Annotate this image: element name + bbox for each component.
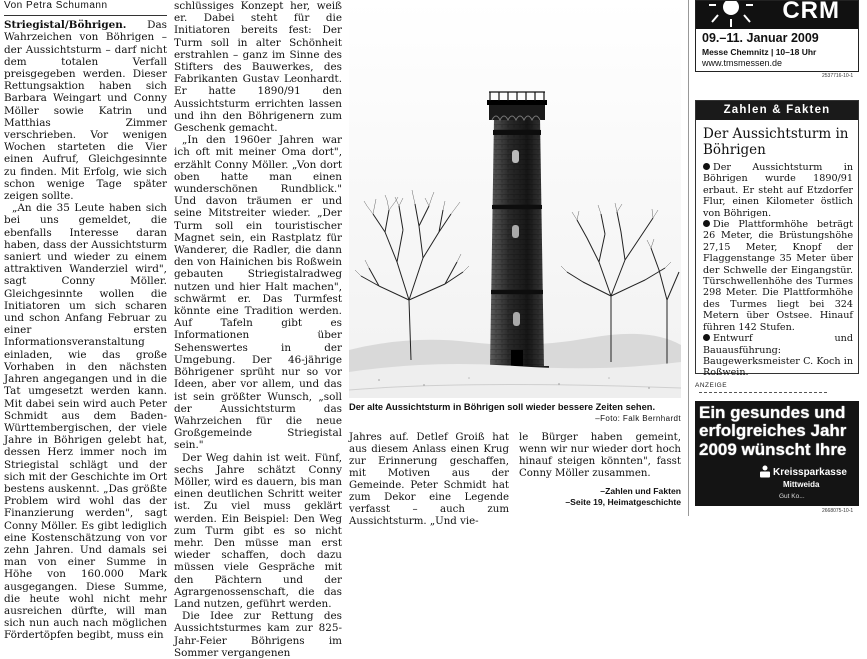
ad-line-2: erfolgreiches Jahr (699, 421, 847, 440)
article-column-1 (4, 0, 167, 642)
article-paragraph: Jahres auf. Detlef Groiß hat aus diesem Anlass einen Krug zur Erinnerung geschaffen, mit Motiven aus der Gemeinde. Peter Schmidt hat zum Dekor eine Legende verfasst – auch zum Aussichtsturm. „Und vie- (349, 432, 509, 527)
ad-dates: 09.–11. Januar 2009 (702, 31, 819, 45)
fact-text: Die Plattformhöhe beträgt 26 Meter, die Brüstungshöhe 27,15 Meter, Knopf der Flaggenstange 35 Meter über der Schwelle der Eingangstür. Türschwellenhöhe des Turmes 298 Meter. Die Plattformhöhe des Turmes liegt bei 324 Metern über Ostsee. Hinauf führen 142 Stufen. (703, 219, 853, 333)
article-paragraph: schlüssiges Konzept her, weiß er. Dabei steht für die Initiatoren bereits fest: Der Turm soll in alter Schönheit erstrahlen – ganz im Sinne des Stifters des Bauwerkes, des Fabrikanten Gustav Leonhardt. Er hatte 1890/91 den Aussichtsturm errichten lassen und ihn den Böhrigenern zum Geschenk gemacht. (174, 0, 342, 135)
ad-label-rule (699, 392, 827, 393)
article-paragraph: Der Weg dahin ist weit. Fünf, sechs Jahre schätzt Conny Möller, wird es dauern, bis man einen deutlichen Schritt weiter ist. Zu viel muss geklärt werden. Ein Beispiel: Den Weg zum Turm gibt es so nicht mehr. Den müsse man erst wieder schaffen, doch dazu müssen viele Gespräche mit den Pächtern und der Agrargenossenschaft, die das Land nutzen, geführt werden. (174, 451, 342, 610)
fact-item (703, 162, 853, 219)
ad-brand: CRM (782, 0, 840, 24)
dateline: Striegistal/Böhrigen. (4, 19, 127, 32)
ad-venue: Messe Chemnitz | 10–18 Uhr (702, 47, 817, 57)
tower-photo-illustration (349, 0, 681, 398)
ad-fineprint: Gut Ko... (779, 493, 805, 500)
photo-credit: –Foto: Falk Bernhardt (595, 414, 681, 423)
column-divider (688, 0, 689, 516)
ad-line-3: 2009 wünscht Ihre (699, 440, 847, 459)
facts-title: Der Aussichtsturm in Böhrigen (703, 126, 849, 158)
cross-reference-history: –Seite 19, Heimatgeschichte (565, 497, 681, 507)
crm-fair-ad (695, 0, 859, 72)
fact-text: Entwurf und Bauausführung: Baugewerksmeister C. Koch in Roßwein. (703, 333, 853, 379)
article-paragraph: le Bürger haben gemeint, wenn wir nur wieder dort hoch hinauf steigen könnten", fasst Conny Möller zusammen. (519, 432, 681, 479)
ad-code-bottom: 2668075-10-1 (822, 508, 854, 514)
sparkasse-logo-icon (759, 465, 771, 479)
ad-line-1: Ein gesundes und (699, 403, 846, 422)
article-column-4 (519, 432, 681, 508)
caption-text: Der alte Aussichtsturm in Böhrigen soll wieder bessere Zeiten sehen. (349, 402, 656, 412)
paragraph-text: Das Wahrzeichen von Böhrigen – der Aussichtsturm – darf nicht dem totalen Verfall preisgegeben werden. Dieser Rettungsaktion haben sich Barbara Weingart und Conny Möller sowie Katrin und Matthias Zimmer verschrieben. Vor wenigen Wochen starteten die Vier einen Aufruf, Gleichgesinnte zu finden. Mit Erfolg, wie sich schon wenige Tage später zeigen sollte. (4, 19, 167, 203)
photo-caption (349, 402, 681, 424)
fact-item (703, 333, 853, 379)
article-column-3 (349, 432, 509, 528)
tower-photo (349, 0, 681, 398)
article-paragraph (4, 19, 167, 202)
article-paragraph: Die Idee zur Rettung des Aussichtsturmes kam zur 825-Jahr-Feier Böhrigens im Sommer vergangenen (174, 610, 342, 659)
ad-code: 2537716-10-1 (822, 73, 854, 79)
ad-label (695, 382, 859, 396)
fact-item (703, 219, 853, 333)
facts-body (696, 162, 858, 379)
cross-reference-facts: –Zahlen und Fakten (600, 486, 681, 496)
tower-drawing (485, 92, 549, 372)
ad-bank: Kreissparkasse (773, 467, 847, 478)
facts-box (695, 100, 859, 379)
article-paragraph: „An die 35 Leute haben sich bei uns gemeldet, die ebenfalls Interesse daran haben, dass der Aussichtsturm saniert und wieder zu einem attraktiven Wanderziel wird", sagt Conny Möller. Gleichgesinnte wollen die Initiatoren um sich scharen und schon Anfang Februar zu einer ersten Informationsveranstaltung einladen, wie das große Vorhaben in den nächsten Jahren angegangen und in die Tat umgesetzt werden kann. Mit dabei sein wird auch Peter Schmidt aus dem Baden-Württembergischen, der viele Jahre in Böhrigen gelebt hat, dessen Herz immer noch im Striegistal schlägt und der sich mit der Geschichte im Ort bestens auskennt. „Das größte Problem wird wohl das der Finanzierung werden", sagt Conny Möller. Es gibt lediglich eine Kostenschätzung von vor zehn Jahren. Und damals sei man von einer Summe in Höhe von 160.000 Mark ausgegangen. Diese Summe, die heute wohl nicht mehr ausreichen dürfte, will man sich nun auch nach möglichen Fördertöpfen begibt, muss ein (4, 202, 167, 642)
fact-text: Der Aussichtsturm in Böhrigen wurde 1890/91 erbaut. Er steht auf Etzdorfer Flur, einen Kilometer östlich von Böhrigen. (703, 162, 853, 219)
article-paragraph: „In den 1960er Jahren war ich oft mit meiner Oma dort", erzählt Conny Möller. „Von dort oben hatte man einen wunderschönen Rundblick." Und davon träumen er und seine Mitstreiter wieder. „Der Turm soll ein touristischer Magnet sein, ein Rastplatz für Wanderer, die Radler, die dann den von Hainichen bis Roßwein gebauten Striegistalradweg nutzen und hier Halt machen", schwärmt er. Das Turmfest könnte eine Tradition werden. Auf Tafeln gibt es Informationen über Sehenswertes in der Umgebung. Der 46-jährige Böhrigener sprüht nur so vor Ideen, aber vor allem, und das ist sein größter Wunsch, „soll der Aussichtsturm das Wahrzeichen für die neue Großgemeinde Striegistal sein." (174, 134, 342, 452)
ad-label-text: ANZEIGE (695, 382, 728, 389)
bullet-icon (703, 220, 710, 227)
article-column-2 (174, 0, 342, 659)
ad-city: Mittweida (783, 480, 820, 489)
sparkasse-ad (695, 401, 859, 506)
bullet-icon (703, 334, 710, 341)
facts-header: Zahlen & Fakten (696, 101, 858, 120)
sun-icon (708, 0, 754, 29)
ad-url[interactable]: www.tmsmessen.de (702, 58, 783, 68)
byline: Von Petra Schumann (4, 0, 167, 16)
bullet-icon (703, 163, 710, 170)
